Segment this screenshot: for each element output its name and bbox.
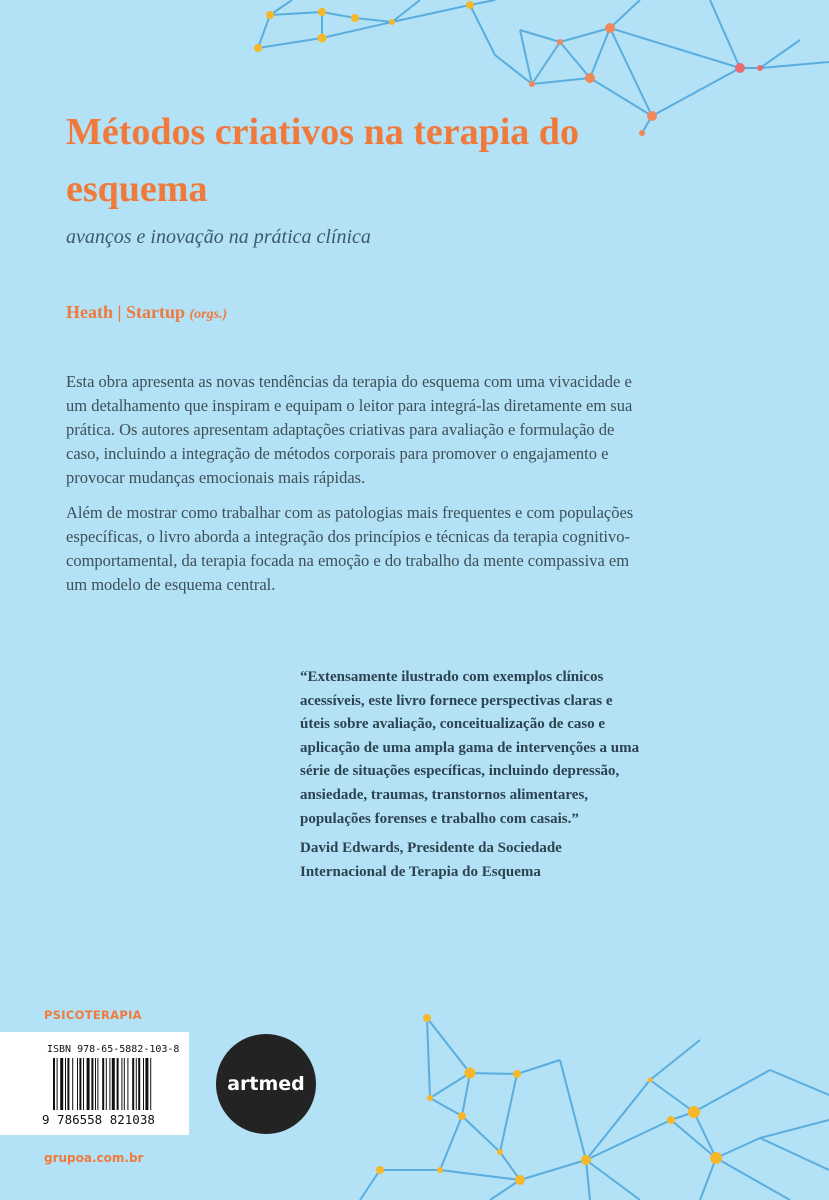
isbn-label: ISBN 978-65-5882-103-8 <box>47 1044 180 1055</box>
barcode-bar <box>112 1058 115 1110</box>
endorsement <box>300 666 646 890</box>
category-label: PSICOTERAPIA <box>44 1008 142 1022</box>
authors-note: (orgs.) <box>189 307 228 322</box>
barcode-bar <box>138 1058 140 1110</box>
barcode-bar <box>124 1058 125 1110</box>
book-title: Métodos criativos na terapia do esquema <box>66 111 579 210</box>
barcode-bar <box>132 1058 134 1110</box>
barcode-bar <box>91 1058 93 1110</box>
publisher-website[interactable]: grupoa.com.br <box>44 1151 144 1165</box>
authors-line <box>66 302 227 323</box>
barcode-bar <box>102 1058 104 1110</box>
barcode-bar <box>150 1058 151 1110</box>
book-description <box>66 370 636 608</box>
barcode-bar <box>57 1058 58 1110</box>
barcode-bar <box>145 1058 148 1110</box>
publisher-logo <box>216 1034 316 1134</box>
endorsement-quote: “Extensamente ilustrado com exemplos clínicos acessíveis, este livro fornece perspectivas claras e úteis sobre avaliação, conceitualização de caso e aplicação de uma ampla gama de intervenções a uma série de situações específicas, incluindo depressão, ansiedade, traumas, transtornos alimentares, populações forenses e trabalho com casais.” <box>300 669 640 827</box>
barcode-number: 9 786558 821038 <box>42 1112 155 1127</box>
barcode-bar <box>60 1058 63 1110</box>
barcode-bar <box>136 1058 137 1110</box>
barcode-bar <box>127 1058 128 1110</box>
barcode-bar <box>87 1058 90 1110</box>
book-subtitle: avanços e inovação na prática clínica <box>66 226 371 248</box>
authors-names: Heath | Startup <box>66 302 185 322</box>
barcode-bar <box>143 1058 144 1110</box>
barcode-bar <box>97 1058 98 1110</box>
barcode-bar <box>83 1058 84 1110</box>
barcode-bar <box>77 1058 78 1110</box>
endorsement-attribution: David Edwards, Presidente da Sociedade Internacional de Terapia do Esquema <box>300 840 562 880</box>
barcode-bar <box>95 1058 96 1110</box>
barcode-bar <box>65 1058 66 1110</box>
barcode-bar <box>109 1058 110 1110</box>
barcode-bar <box>53 1058 55 1110</box>
description-paragraph: Esta obra apresenta as novas tendências da terapia do esquema com uma vivacidade e um detalhamento que inspiram e equipam o leitor para integrá-las diretamente em sua prática. Os autores apresentam adaptações criativas para avaliação e formulação de caso, incluindo a integração de métodos corporais para promover o engajamento e provocar mudanças emocionais mais rápidas. <box>66 372 633 487</box>
barcode-bar <box>72 1058 73 1110</box>
description-paragraph: Além de mostrar como trabalhar com as patologias mais frequentes e com populações específicas, o livro aborda a integração dos princípios e técnicas da terapia cognitivo-comportamental, da terapia focada na emoção e do trabalho da mente compassiva em um modelo de esquema central. <box>66 503 634 594</box>
barcode-bar <box>106 1058 107 1110</box>
publisher-name: artmed <box>227 1073 305 1095</box>
barcode-bar <box>117 1058 119 1110</box>
barcode-bar <box>121 1058 122 1110</box>
barcode-bar <box>79 1058 81 1110</box>
barcode-bars <box>53 1058 181 1110</box>
barcode-bar <box>67 1058 69 1110</box>
